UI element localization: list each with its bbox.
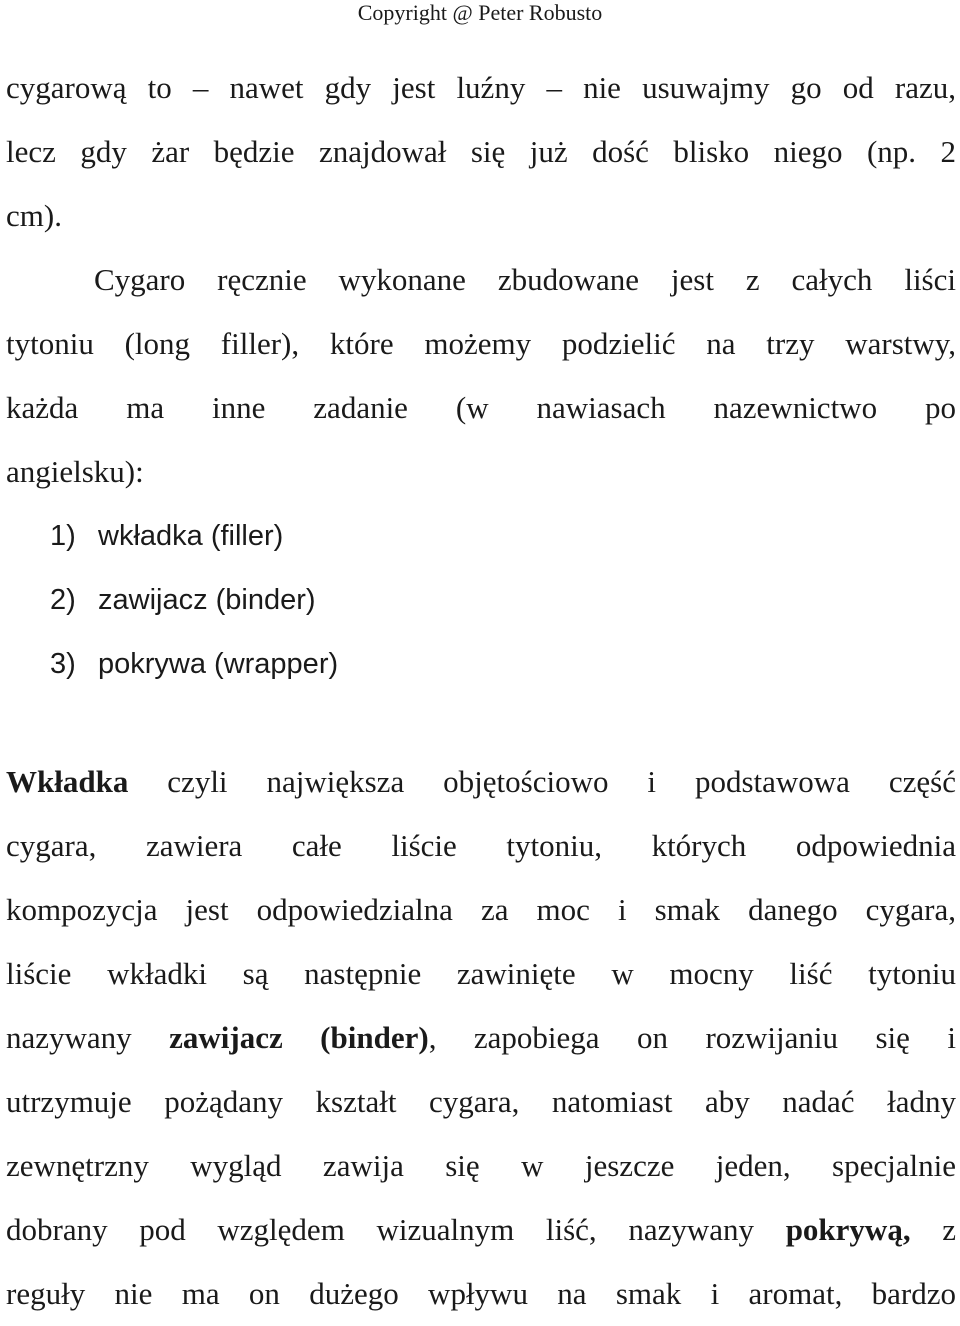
list-number: 1) — [50, 520, 76, 552]
text-line: angielsku): — [6, 454, 144, 489]
intro-paragraph — [6, 56, 956, 504]
text-fragment: nazywany — [6, 1020, 170, 1055]
text-line: lecz gdy żar będzie znajdował się już dość blisko niego (np. 2 — [6, 134, 956, 169]
main-paragraph — [6, 750, 956, 1326]
text-line: cm). — [6, 198, 62, 233]
text-line: utrzymuje pożądany kształt cygara, natomiast aby nadać ładny — [6, 1084, 956, 1119]
copyright-header: Copyright @ Peter Robusto — [357, 0, 603, 25]
text-line — [6, 1006, 956, 1070]
text-fragment: dobrany pod względem wizualnym liść, nazywany — [6, 1212, 786, 1247]
text-line: zewnętrzny wygląd zawija się w jeszcze jeden, specjalnie — [6, 1148, 956, 1183]
text-fragment: z — [910, 1212, 957, 1247]
text-line — [6, 750, 956, 814]
list-item — [50, 632, 338, 696]
text-line: każda ma inne zadanie (w nawiasach nazewnictwo po — [6, 390, 956, 425]
list-label: wkładka (filler) — [98, 520, 284, 552]
bold-term: pokrywą, — [785, 1212, 911, 1247]
list-number: 2) — [50, 584, 76, 616]
list-item — [50, 568, 338, 632]
text-fragment: , zapobiega on rozwijaniu się i — [428, 1020, 956, 1055]
text-line: kompozycja jest odpowiedzialna za moc i smak danego cygara, — [6, 892, 956, 927]
list-item — [50, 504, 338, 568]
text-fragment: czyli największa objętościowo i podstawowa część — [128, 764, 956, 799]
text-line: cygarową to – nawet gdy jest luźny – nie usuwajmy go od razu, — [6, 70, 956, 105]
bold-term: zawijacz (binder) — [169, 1020, 429, 1055]
list-label: zawijacz (binder) — [98, 584, 316, 616]
text-line — [6, 1198, 956, 1262]
text-line: reguły nie ma on dużego wpływu na smak i aromat, bardzo — [6, 1276, 956, 1311]
list-label: pokrywa (wrapper) — [98, 648, 339, 680]
bold-term: Wkładka — [6, 764, 129, 799]
list-number: 3) — [50, 648, 76, 680]
text-line: cygara, zawiera całe liście tytoniu, których odpowiednia — [6, 828, 956, 863]
cigar-layers-list — [50, 504, 338, 696]
text-line: Cygaro ręcznie wykonane zbudowane jest z całych liści — [94, 262, 956, 297]
text-line: tytoniu (long filler), które możemy podzielić na trzy warstwy, — [6, 326, 956, 361]
text-line: liście wkładki są następnie zawinięte w mocny liść tytoniu — [6, 956, 956, 991]
